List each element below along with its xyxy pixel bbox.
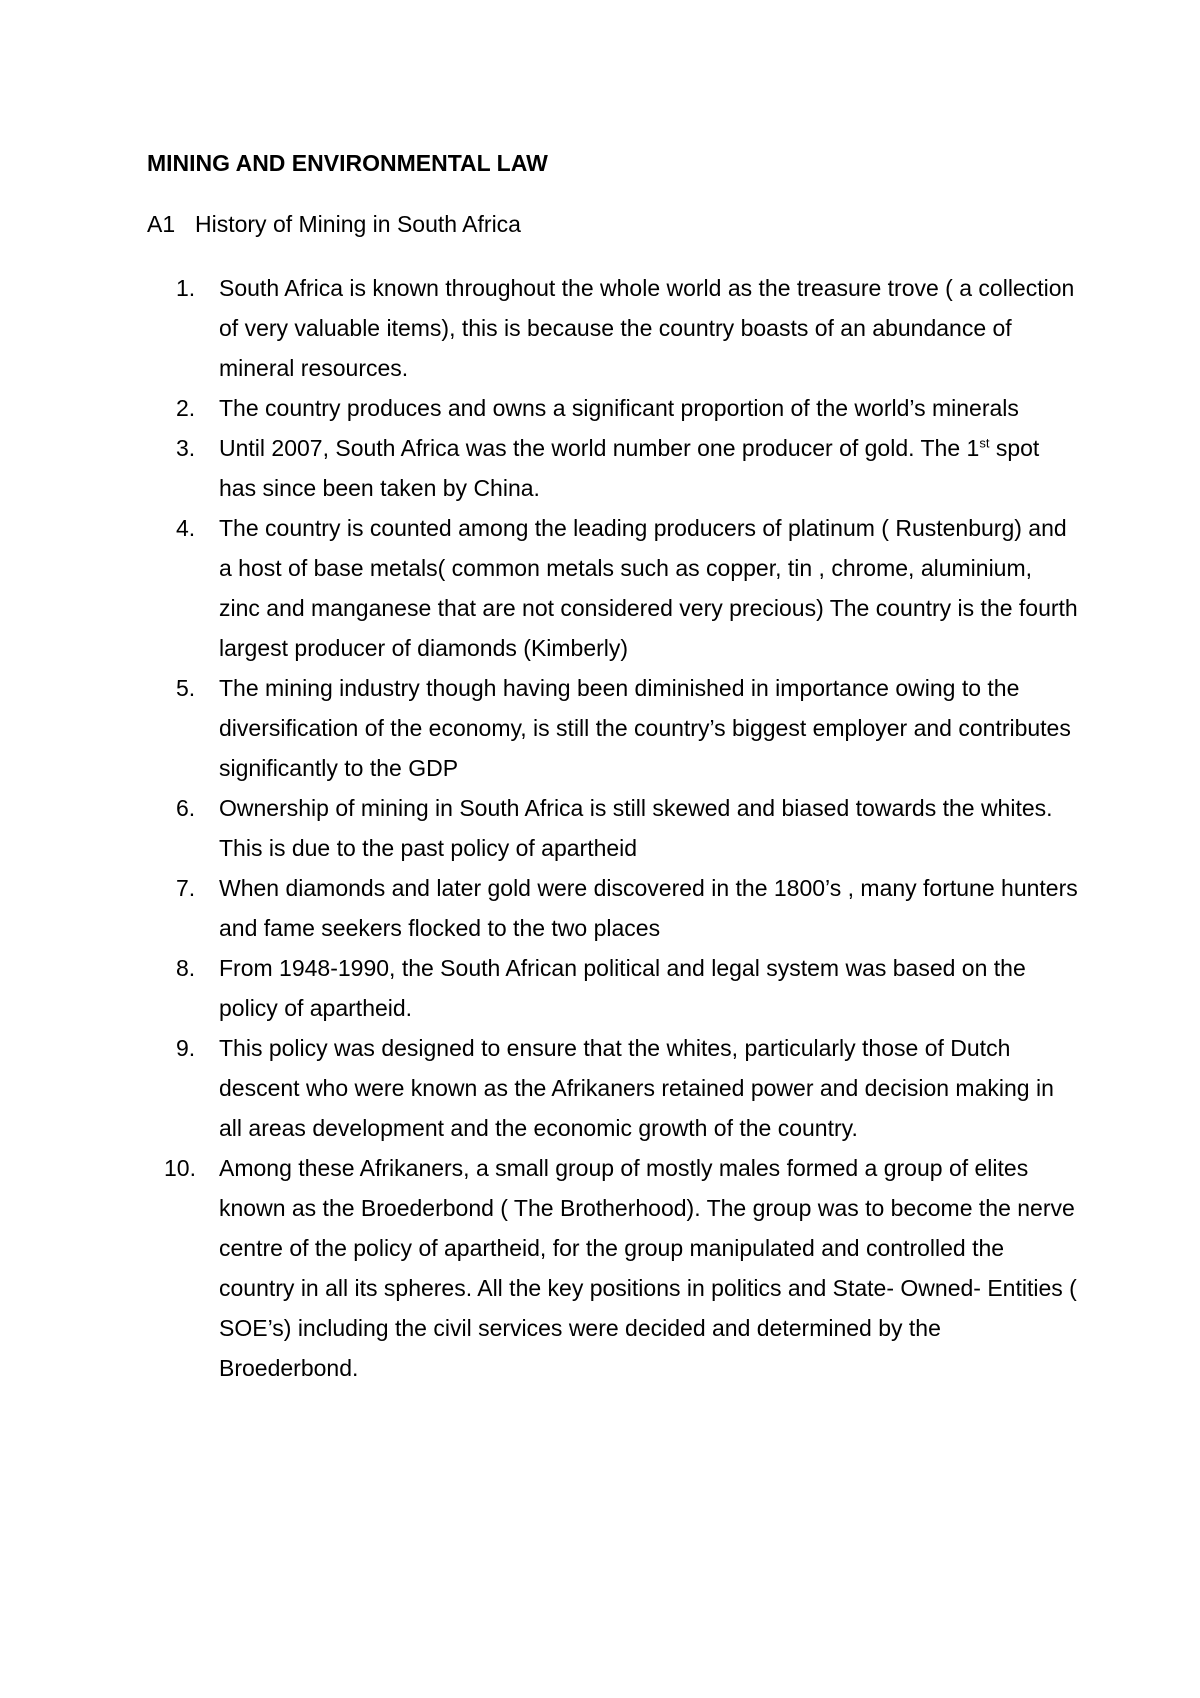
list-item-text: Ownership of mining in South Africa is still skewed and biased towards the whites. This is due to the past policy of apartheid bbox=[219, 795, 1053, 861]
list-item-text: Among these Afrikaners, a small group of mostly males formed a group of elites known as the Broederbond ( The Brotherhood). The group was to become the nerve centre of the policy of apartheid, for the group manipulated and controlled the country in all its spheres. All the key positions in politics and State- Owned- Entities ( SOE’s) including the civil services were decided and determined by the Broederbond. bbox=[219, 1155, 1077, 1381]
list-item-number: 2. bbox=[176, 395, 196, 421]
list-item bbox=[0, 1148, 1079, 1388]
list-item-text: This policy was designed to ensure that the whites, particularly those of Dutch descent who were known as the Afrikaners retained power and decision making in all areas development and the economic growth of the country. bbox=[219, 1035, 1054, 1141]
list-item bbox=[0, 788, 1079, 868]
list-item-text: When diamonds and later gold were discovered in the 1800’s , many fortune hunters and fame seekers flocked to the two places bbox=[219, 875, 1078, 941]
ordinal-superscript: st bbox=[979, 435, 990, 451]
list-item bbox=[0, 868, 1079, 948]
list-item bbox=[0, 948, 1079, 1028]
section-number: A1 bbox=[147, 211, 176, 237]
numbered-list bbox=[0, 268, 1200, 1388]
list-item-text: The country is counted among the leading producers of platinum ( Rustenburg) and a host of base metals( common metals such as copper, tin , chrome, aluminium, zinc and manganese that are not considered very precious) The country is the fourth largest producer of diamonds (Kimberly) bbox=[219, 515, 1078, 661]
list-item-number: 1. bbox=[176, 275, 196, 301]
list-item-text-end: spot has since been taken by China. bbox=[219, 435, 1040, 501]
section-heading bbox=[147, 209, 521, 239]
section-title: History of Mining in South Africa bbox=[195, 211, 521, 237]
list-item-number: 9. bbox=[176, 1035, 196, 1061]
list-item-number: 3. bbox=[176, 435, 196, 461]
list-item bbox=[0, 388, 1079, 428]
list-item-text: South Africa is known throughout the whole world as the treasure trove ( a collection of very valuable items), this is because the country boasts of an abundance of mineral resources. bbox=[219, 275, 1075, 381]
document-title: MINING AND ENVIRONMENTAL LAW bbox=[147, 150, 548, 176]
list-item bbox=[0, 668, 1079, 788]
list-item bbox=[0, 1028, 1079, 1148]
list-item-text: From 1948-1990, the South African political and legal system was based on the policy of apartheid. bbox=[219, 955, 1026, 1021]
list-item-text: The country produces and owns a significant proportion of the world’s minerals bbox=[219, 395, 1019, 421]
list-item bbox=[0, 268, 1079, 388]
list-item-text-start: Until 2007, South Africa was the world number one producer of gold. The 1 bbox=[219, 435, 980, 461]
list-item-number: 6. bbox=[176, 795, 196, 821]
list-item-number: 8. bbox=[176, 955, 196, 981]
list-item bbox=[0, 428, 1079, 508]
list-item-text: The mining industry though having been diminished in importance owing to the diversification of the economy, is still the country’s biggest employer and contributes significantly to the GDP bbox=[219, 675, 1071, 781]
list-item-number: 4. bbox=[176, 515, 196, 541]
list-item-number: 10. bbox=[164, 1155, 196, 1181]
list-item-number: 5. bbox=[176, 675, 196, 701]
list-item bbox=[0, 508, 1079, 668]
list-item-number: 7. bbox=[176, 875, 196, 901]
